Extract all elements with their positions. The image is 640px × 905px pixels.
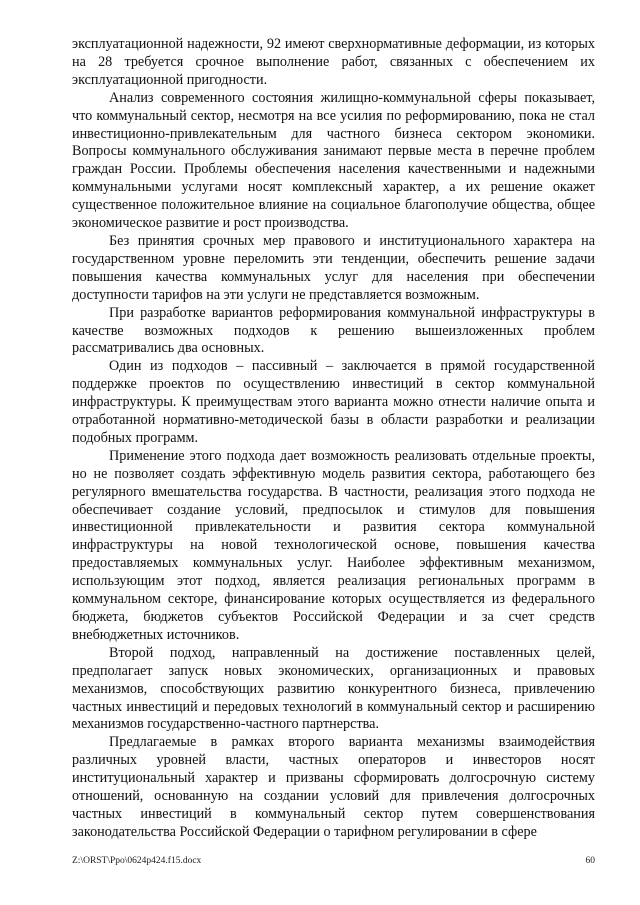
paragraph-second-approach: Второй подход, направленный на достижение поставленных целей, предполагает запуск новых экономических, организационных и правовых механизмов, способствующих развитию конкурентного бизнеса, привлечению частных инвестиций и передовых технологий в коммунальный сектор и расширению механизмов государственно-частного партнерства. [72, 644, 595, 733]
paragraph-approach-application: Применение этого подхода дает возможность реализовать отдельные проекты, но не позволяет создать эффективную модель развития сектора, работающего без регулярного вмешательства государства. В частности, реализация этого подхода не обеспечивает создание условий, предпосылок и стимулов для повышения инвестиционной привлекательности и развития сектора коммунальной инфраструктуры на новой технологической основе, повышения качества предоставляемых коммунальных услуг. Наиболее эффективным механизмом, использующим этот подход, является реализация региональных программ в коммунальном секторе, финансирование которых осуществляется из федерального бюджета, бюджетов субъектов Российской Федерации и за счет средств внебюджетных источников. [72, 447, 595, 643]
paragraph-urgent-measures: Без принятия срочных мер правового и институционального характера на государственном уровне переломить эти тенденции, обеспечить решение задачи повышения качества коммунальных услуг для населения при обеспечении доступности тарифов на эти услуги не представляется возможным. [72, 232, 595, 303]
paragraph-analysis: Анализ современного состояния жилищно-коммунальной сферы показывает, что коммунальный сектор, несмотря на все усилия по реформированию, пока не стал инвестиционно-привлекательным для частного бизнеса сектором экономики. Вопросы коммунального обслуживания занимают первые места в перечне проблем граждан России. Проблемы обеспечения населения качественными и надежными коммунальными услугами носят комплексный характер, а их решение окажет существенное положительное влияние на социальное благополучие общества, общее экономическое развитие и рост производства. [72, 89, 595, 232]
page-number: 60 [585, 856, 595, 866]
footer-file-path: Z:\ORST\Ppo\0624p424.f15.docx [72, 856, 202, 866]
paragraph-continuation: эксплуатационной надежности, 92 имеют сверхнормативные деформации, из которых на 28 требуется срочное выполнение работ, связанных с обеспечением их эксплуатационной пригодности. [72, 36, 595, 88]
page-footer [72, 855, 595, 867]
document-body [72, 36, 595, 842]
paragraph-reform-options: При разработке вариантов реформирования коммунальной инфраструктуры в качестве возможных подходов к решению вышеизложенных проблем рассматривались два основных. [72, 304, 595, 357]
paragraph-passive-approach: Один из подходов – пассивный – заключается в прямой государственной поддержке проектов по осуществлению инвестиций в сектор коммунальной инфраструктуры. К преимуществам этого варианта можно отнести наличие опыта и отработанной нормативно-методической базы в области разработки и реализации подобных программ. [72, 358, 595, 446]
paragraph-proposed-mechanisms: Предлагаемые в рамках второго варианта механизмы взаимодействия различных уровней власти, частных операторов и инвесторов носят институциональный характер и призваны сформировать долгосрочную систему отношений, основанную на создании условий для привлечения долгосрочных частных инвестиций в коммунальный сектор путем совершенствования законодательства Российской Федерации о тарифном регулировании в сфере [72, 734, 595, 840]
